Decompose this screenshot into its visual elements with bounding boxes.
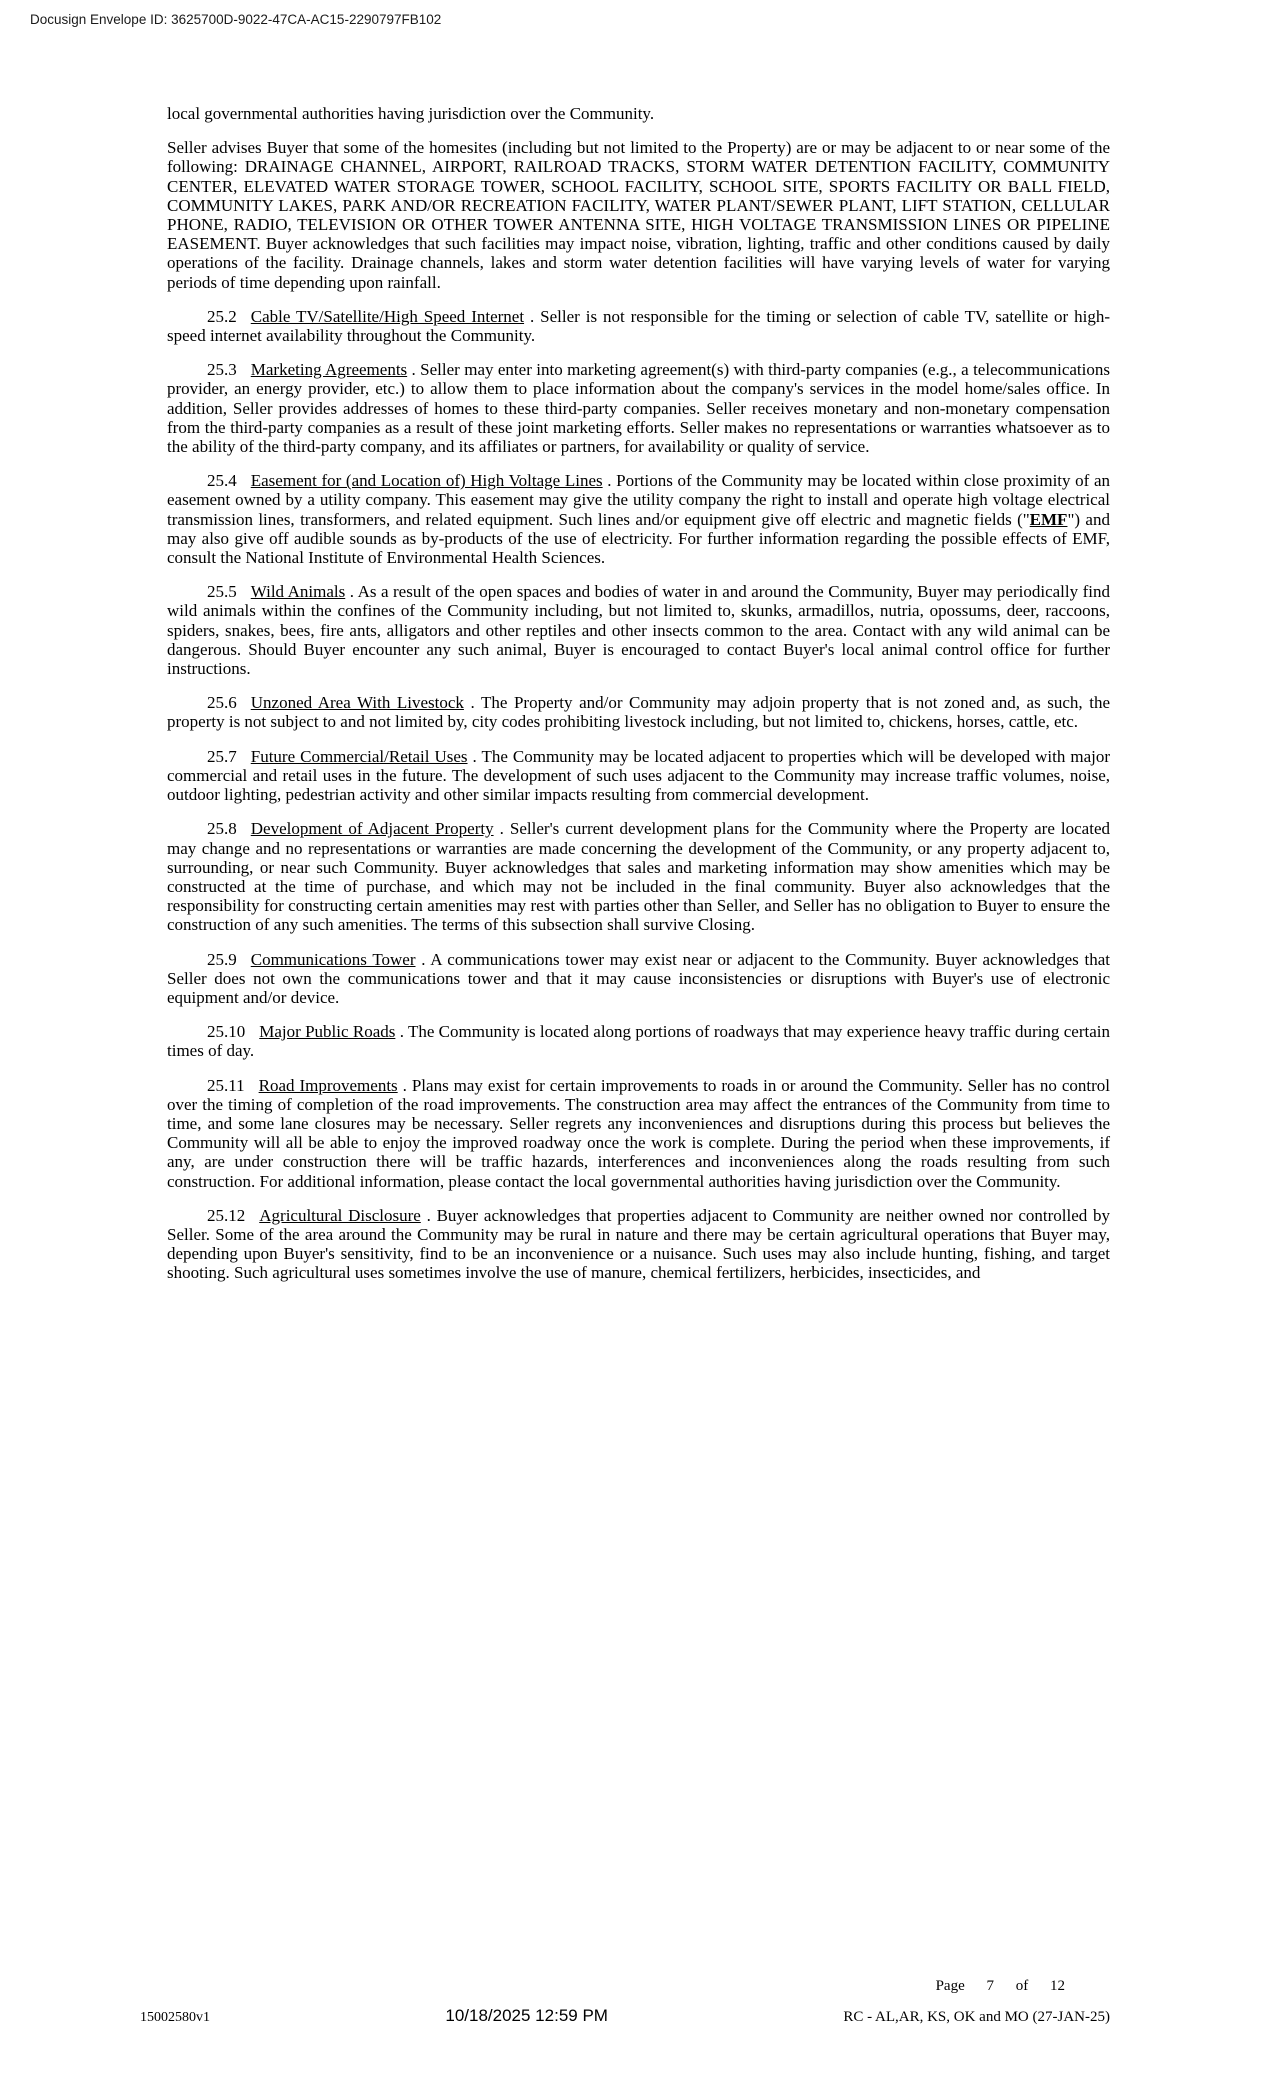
section-text-run: . Buyer acknowledges that properties adjacent to Community are neither owned nor controlled by Seller. Some of the area around the Community may be rural in nature and there may be certain agricultural operations that Buyer may, depending upon Buyer's sensitivity, find to be an inconvenience or a nuisance. Such uses may also include hunting, fishing, and target shooting. Such agricultural uses sometimes involve the use of manure, chemical fertilizers, herbicides, insecticides, and xyxy=(167,1205,1111,1283)
section-text-run: . As a result of the open spaces and bodies of water in and around the Community, Buyer may periodically find wild animals within the confines of the Community including, but not limited to, skunks, armadillos, nutria, opossums, deer, raccoons, spiders, snakes, bees, fire ants, alligators and other reptiles and other insects common to the area. Contact with any wild animal can be dangerous. Should Buyer encounter any such animal, Buyer is encouraged to contact Buyer's local animal control office for further instructions. xyxy=(167,582,1111,679)
section-number: 25.2 xyxy=(207,306,237,326)
section-title: Major Public Roads xyxy=(259,1022,396,1042)
section-title: Road Improvements xyxy=(258,1075,398,1095)
section-title: Future Commercial/Retail Uses xyxy=(250,746,468,766)
section-title: Wild Animals xyxy=(250,582,346,602)
body-paragraph: local governmental authorities having jurisdiction over the Community. xyxy=(167,104,655,123)
page-label: Page xyxy=(935,1978,965,1994)
section-paragraph xyxy=(167,819,1110,934)
page-of-label: of xyxy=(1015,1978,1029,1994)
section-number: 25.11 xyxy=(207,1075,245,1095)
section-number: 25.10 xyxy=(207,1022,246,1042)
section-title: Unzoned Area With Livestock xyxy=(250,693,464,713)
section-number: 25.6 xyxy=(207,693,237,713)
section-number: 25.3 xyxy=(207,360,237,380)
date-time-stamp: 10/18/2025 12:59 PM xyxy=(445,2006,608,2025)
section-title: Agricultural Disclosure xyxy=(259,1205,421,1225)
section-text-run: . The Community may be located adjacent to properties which will be developed with major commercial and retail uses in the future. The development of such uses adjacent to the Community may increase traffic volumes, noise, outdoor lighting, pedestrian activity and other similar impacts resulting from commercial development. xyxy=(167,746,1111,805)
section-paragraph xyxy=(167,582,1110,678)
section-number: 25.12 xyxy=(207,1205,246,1225)
section-text-run: . Seller's current development plans for the Community where the Property are located may change and no representations or warranties are made concerning the development of the Community, or any property adjacent to, surrounding, or near such Community. Buyer acknowledges that sales and marketing information may show amenities which may be constructed at the time of purchase, and which may not be included in the final community. Buyer also acknowledges that the responsibility for constructing certain amenities may rest with parties other than Seller, and Seller has no obligation to Buyer to ensure the construction of any such amenities. The terms of this subsection shall survive Closing. xyxy=(167,819,1110,935)
section-number: 25.9 xyxy=(207,949,237,969)
section-title: Communications Tower xyxy=(250,949,416,969)
form-code: RC - AL,AR, KS, OK and MO (27-JAN-25) xyxy=(843,2009,1110,2025)
section-paragraph xyxy=(167,471,1110,567)
section-text-run: EMF xyxy=(1029,509,1068,529)
document-id: 15002580v1 xyxy=(140,2010,210,2025)
section-text-run: . Seller is not responsible for the timing or selection of cable TV, satellite or high-speed internet availability throughout the Community. xyxy=(167,306,1110,346)
page-total: 12 xyxy=(1050,1978,1065,1994)
section-text-run: ") and may also give off audible sounds as by-products of the use of electricity. For further information regarding the possible effects of EMF, consult the National Institute of Environmental Health Sciences. xyxy=(167,509,1110,568)
section-paragraph xyxy=(167,747,1110,805)
section-title: Cable TV/Satellite/High Speed Internet xyxy=(250,306,525,326)
section-paragraph xyxy=(167,1206,1110,1283)
section-text-run: . The Community is located along portions of roadways that may experience heavy traffic during certain times of day. xyxy=(167,1022,1110,1061)
section-paragraph xyxy=(167,307,1110,345)
section-text-run: . A communications tower may exist near or adjacent to the Community. Buyer acknowledges that Seller does not own the communications tower and that it may cause inconsistencies or disruptions with Buyer's use of electronic equipment and/or device. xyxy=(167,949,1110,1007)
page-indicator xyxy=(936,1978,1065,1995)
section-paragraph xyxy=(167,693,1110,731)
section-number: 25.5 xyxy=(207,582,237,602)
section-title: Easement for (and Location of) High Voltage Lines xyxy=(250,471,603,491)
section-text-run: . Portions of the Community may be located within close proximity of an easement owned by a utility company. This easement may give the utility company the right to install and operate high voltage electrical transmission lines, transformers, and related equipment. Such lines and/or equipment give off electric and magnetic fields (" xyxy=(167,471,1110,529)
section-number: 25.7 xyxy=(207,746,237,766)
section-title: Development of Adjacent Property xyxy=(250,819,494,839)
section-paragraph xyxy=(167,950,1110,1008)
body-paragraph: Seller advises Buyer that some of the homesites (including but not limited to the Property) are or may be adjacent to or near some of the following: DRAINAGE CHANNEL, AIRPORT, RAILROAD TRACKS, STORM WATER DETENTION FACILITY, COMMUNITY CENTER, ELEVATED WATER STORAGE TOWER, SCHOOL FACILITY, SCHOOL SITE, SPORTS FACILITY OR BALL FIELD, COMMUNITY LAKES, PARK AND/OR RECREATION FACILITY, WATER PLANT/SEWER PLANT, LIFT STATION, CELLULAR PHONE, RADIO, TELEVISION OR OTHER TOWER ANTENNA SITE, HIGH VOLTAGE TRANSMISSION LINES OR PIPELINE EASEMENT. Buyer acknowledges that such facilities may impact noise, vibration, lighting, traffic and other conditions caused by daily operations of the facility. Drainage channels, lakes and storm water detention facilities will have varying levels of water for varying periods of time depending upon rainfall. xyxy=(167,138,1110,292)
docusign-envelope-id: Docusign Envelope ID: 3625700D-9022-47CA-AC15-2290797FB102 xyxy=(30,12,442,27)
section-paragraph xyxy=(167,1022,1110,1060)
section-number: 25.4 xyxy=(207,471,237,491)
section-title: Marketing Agreements xyxy=(250,360,408,380)
section-text-run: . Plans may exist for certain improvements to roads in or around the Community. Seller has no control over the timing of completion of the road improvements. The construction area may affect the entrances of the Community from time to time, and some lane closures may be necessary. Seller regrets any inconveniences and disruptions during this process but believes the Community will all be able to enjoy the improved roadway once the work is complete. During the period when these improvements, if any, are under construction there will be traffic hazards, interferences and inconveniences along the roads resulting from such construction. For additional information, please contact the local governmental authorities having jurisdiction over the Community. xyxy=(167,1075,1110,1191)
section-number: 25.8 xyxy=(207,819,237,839)
document-body xyxy=(167,104,1110,1298)
section-paragraph xyxy=(167,360,1110,456)
section-paragraph xyxy=(167,1076,1110,1191)
footer-row xyxy=(140,2006,1110,2026)
sections xyxy=(167,307,1110,1283)
section-text-run: . The Property and/or Community may adjoin property that is not zoned and, as such, the property is not subject to and not limited by, city codes prohibiting livestock including, but not limited to, chickens, horses, cattle, etc. xyxy=(167,693,1111,732)
page-number: 7 xyxy=(986,1978,994,1994)
section-text-run: . Seller may enter into marketing agreement(s) with third-party companies (e.g., a telecommunications provider, an energy provider, etc.) to allow them to place information about the company's services in the model home/sales office. In addition, Seller provides addresses of homes to these third-party companies. Seller receives monetary and non-monetary compensation from the third-party companies as a result of these joint marketing efforts. Seller makes no representations or warranties whatsoever as to the ability of the third-party company, and its affiliates or partners, for availability or quality of service. xyxy=(167,360,1110,457)
